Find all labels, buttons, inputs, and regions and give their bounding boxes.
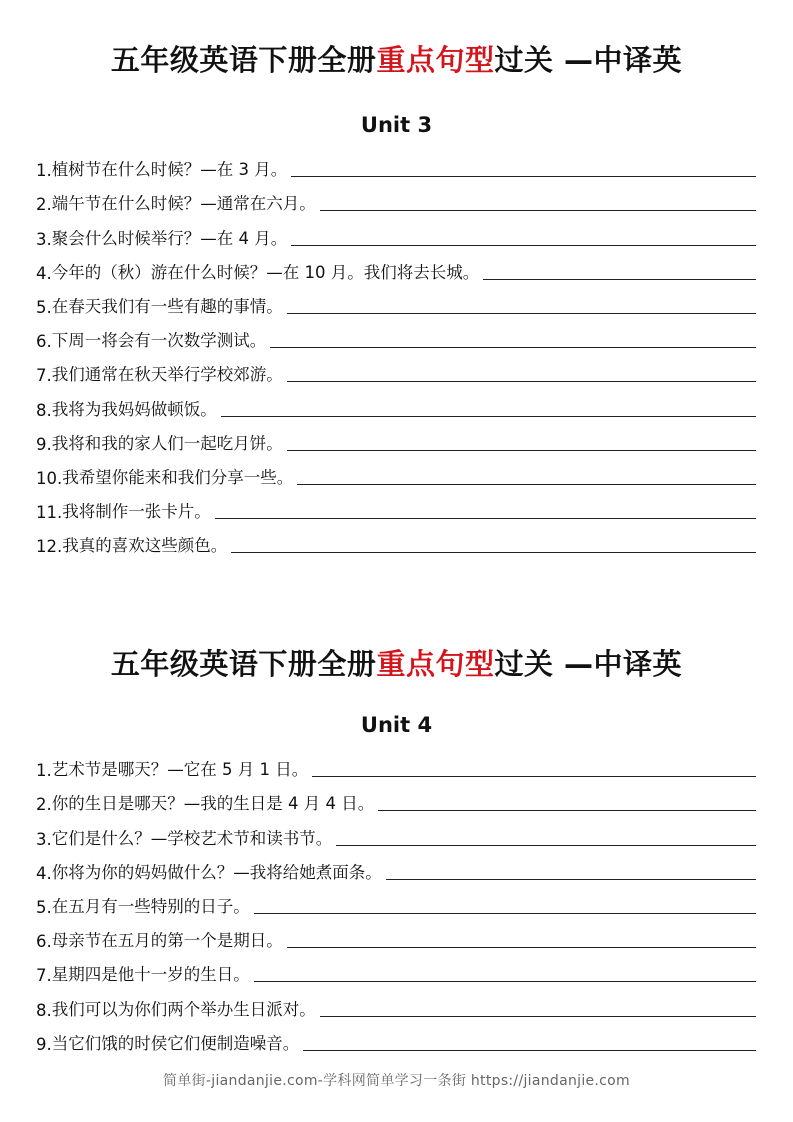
question-text: 我们可以为你们两个举办生日派对。: [51, 999, 316, 1019]
question-item: [36, 146, 756, 180]
question-text: 植树节在什么时候？—在 3 月。: [51, 160, 288, 180]
page-footer: 简单街-jiandanjie.com-学科网简单学习一条街 https://jiandanjie.com: [163, 1073, 630, 1089]
question-item: [36, 849, 756, 883]
answer-line[interactable]: [287, 380, 756, 382]
question-item: [36, 951, 756, 985]
question-text: 母亲节在五月的第一个是期日。: [51, 931, 283, 951]
answer-line[interactable]: [303, 1049, 756, 1051]
answer-line[interactable]: [287, 312, 756, 314]
question-text: 聚会什么时候举行？—在 4 月。: [51, 228, 288, 248]
question-text: 我将为我妈妈做顿饭。: [51, 399, 217, 419]
question-text: 你将为你的妈妈做什么？—我将给她煮面条。: [51, 862, 382, 882]
unit-heading: Unit 4: [360, 713, 433, 737]
title-prefix: 五年级英语下册全册: [110, 43, 377, 77]
question-item: [36, 917, 756, 951]
question-text: 你的生日是哪天？—我的生日是 4 月 4 日。: [51, 794, 375, 814]
question-text: 我们通常在秋天举行学校郊游。: [51, 365, 283, 385]
question-number: 8.: [36, 400, 52, 420]
question-item: [36, 488, 756, 522]
question-item: [36, 985, 756, 1019]
title-highlight: 重点句型: [376, 43, 495, 77]
question-number: 6.: [36, 332, 52, 352]
question-text: 我将和我的家人们一起吃月饼。: [51, 433, 283, 453]
question-number: 2.: [36, 795, 52, 815]
question-text: 我希望你能来和我们分享一些。: [62, 467, 294, 487]
question-number: 5.: [36, 897, 52, 917]
question-text: 在春天我们有一些有趣的事情。: [51, 296, 283, 316]
question-number: 1.: [36, 761, 52, 781]
question-item: [36, 454, 756, 488]
worksheet-title: [0, 642, 793, 686]
question-number: 4.: [36, 863, 52, 883]
question-text: 我将制作一张卡片。: [62, 502, 211, 522]
question-number: 6.: [36, 932, 52, 952]
question-item: [36, 214, 756, 248]
question-item: [36, 522, 756, 556]
title-highlight: 重点句型: [376, 647, 495, 681]
question-text: 端午节在什么时候？—通常在六月。: [51, 194, 316, 214]
question-number: 7.: [36, 966, 52, 986]
answer-line[interactable]: [215, 517, 756, 519]
question-number: 11.: [36, 503, 63, 523]
question-number: 9.: [36, 1034, 52, 1054]
answer-line[interactable]: [221, 415, 756, 417]
answer-line[interactable]: [336, 844, 756, 846]
question-item: [36, 780, 756, 814]
question-number: 2.: [36, 195, 52, 215]
answer-line[interactable]: [254, 980, 756, 982]
title-prefix: 五年级英语下册全册: [110, 647, 377, 681]
answer-line[interactable]: [291, 244, 756, 246]
answer-line[interactable]: [483, 278, 756, 280]
title-suffix: 过关 —中译英: [494, 43, 683, 77]
question-text: 我真的喜欢这些颜色。: [62, 536, 228, 556]
question-number: 3.: [36, 229, 52, 249]
question-item: [36, 283, 756, 317]
answer-line[interactable]: [287, 449, 756, 451]
question-list: [36, 146, 756, 556]
question-item: [36, 317, 756, 351]
question-number: 12.: [36, 537, 63, 557]
question-text: 星期四是他十一岁的生日。: [51, 965, 250, 985]
question-text: 它们是什么？—学校艺术节和读书节。: [51, 828, 333, 848]
question-item: [36, 883, 756, 917]
answer-line[interactable]: [297, 483, 756, 485]
unit-heading: Unit 3: [360, 113, 433, 137]
answer-line[interactable]: [231, 551, 756, 553]
question-item: [36, 1020, 756, 1054]
question-item: [36, 814, 756, 848]
section-unit-3: [0, 38, 793, 556]
title-suffix: 过关 —中译英: [494, 647, 683, 681]
section-unit-4: [0, 642, 793, 1054]
question-text: 艺术节是哪天？—它在 5 月 1 日。: [51, 760, 309, 780]
question-text: 下周一将会有一次数学测试。: [51, 331, 267, 351]
answer-line[interactable]: [386, 878, 756, 880]
question-list: [36, 746, 756, 1054]
question-item: [36, 351, 756, 385]
question-number: 8.: [36, 1000, 52, 1020]
question-text: 当它们饿的时侯它们便制造噪音。: [51, 1033, 300, 1053]
question-item: [36, 180, 756, 214]
worksheet-title: [0, 38, 793, 82]
question-number: 7.: [36, 366, 52, 386]
question-item: [36, 746, 756, 780]
question-number: 10.: [36, 468, 63, 488]
question-number: 3.: [36, 829, 52, 849]
answer-line[interactable]: [320, 1015, 756, 1017]
question-item: [36, 249, 756, 283]
question-number: 1.: [36, 161, 52, 181]
question-text: 今年的（秋）游在什么时候？—在 10 月。我们将去长城。: [51, 262, 480, 282]
answer-line[interactable]: [291, 175, 756, 177]
answer-line[interactable]: [320, 209, 756, 211]
answer-line[interactable]: [287, 946, 756, 948]
question-number: 5.: [36, 297, 52, 317]
question-item: [36, 420, 756, 454]
answer-line[interactable]: [312, 775, 756, 777]
question-number: 9.: [36, 434, 52, 454]
question-text: 在五月有一些特别的日子。: [51, 896, 250, 916]
answer-line[interactable]: [254, 912, 756, 914]
answer-line[interactable]: [270, 346, 756, 348]
answer-line[interactable]: [378, 809, 756, 811]
question-item: [36, 385, 756, 419]
question-number: 4.: [36, 263, 52, 283]
